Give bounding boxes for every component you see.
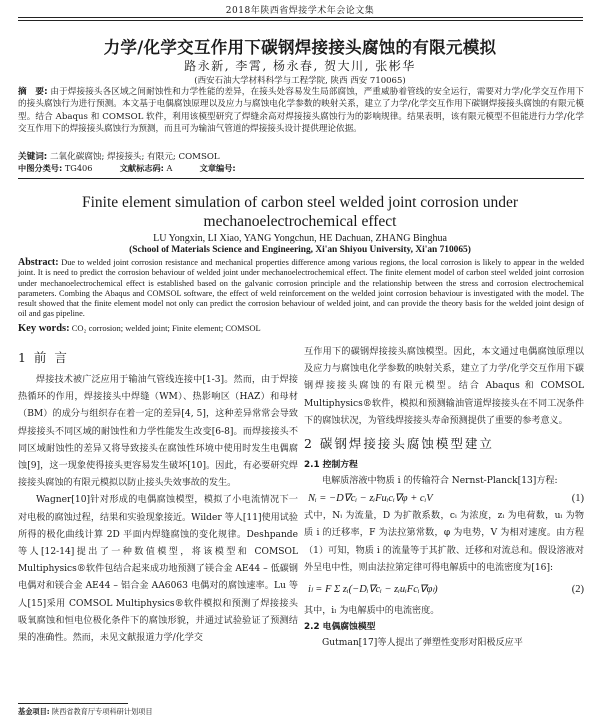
subsection-2-1-heading: 2.1 控制方程 (304, 460, 358, 471)
classification-line (18, 163, 584, 174)
english-title-line2: mechanoelectrochemical effect (203, 213, 397, 230)
english-title-line1: Finite element simulation of carbon steel welded joint corrosion under (81, 194, 519, 211)
section-1-paragraph-1: 焊接技术被广泛应用于输油气管线连接中[1-3]。然而，由于焊接热循环的作用，焊接接头中焊缝（WM）、热影响区（HAZ）和母材（BM）的成分与组织存在着一定的差异[4, 5]，这种差异常常会导致焊接接头不同区域的耐蚀性和力学性能发生改变[6-8]。而焊接接头不同区域耐蚀性的差异又将导致接头在腐蚀性环境中使用时发生电偶腐蚀[9]，这一现象使得接头更容易发生破坏[10]。因此，有必要研究焊接接头腐蚀的有限元模拟以防止接头失效事故的发生。 (18, 375, 298, 489)
chinese-affiliation: (西安石油大学材料科学与工程学院, 陕西 西安 710065) (194, 76, 406, 86)
doc-code-label: 文献标志码: (119, 163, 164, 173)
chinese-keywords-label: 关键词: (18, 152, 48, 162)
chinese-keywords (18, 150, 584, 162)
english-abstract-text: Due to welded joint corrosion resistance and mechanical properties difference among various regions, the local corrosion is likely to appear in the welded joint. It is need to predict the corrosion behaviour of welded joint under mechanoelectrochemical effect. The finite element model of carbon steel welded joint corrosion under mechanoelectrochemical effect is established based on the galvanic corrosion principle and the relationship between the stress and corrosion electrochemical parameters. Combing the Abaqus and COMSOL software, the effect of weld reinforcement on the welded joint corrosion behaviour is investigated with the model. The result showed that the finite element model not only can predict the corrosion behaviour of welded joint, and can provide the theory basis for the welded joint design of oil and gas pipeline. (18, 258, 584, 319)
subsection-2-1-paragraph-2: 式中，Nᵢ 为流量，D 为扩散系数，cᵢ 为浓度，zᵢ 为电荷数，uᵢ 为物质 i 的迁移率，F 为法拉第常数，φ 为电势，V 为相对速度。由方程（1）可知，物质 i 的流量等于其扩散、迁移和对流总和。假设溶液对外呈电中性，则由法拉第定律可得电解质中的电流密度为[16]: (304, 511, 584, 573)
english-keywords-label: Key words: (18, 323, 70, 334)
header-rule (18, 17, 583, 18)
article-no-label: 文章编号: (199, 163, 236, 173)
subsection-2-2-paragraph-1: Gutman[17]等人提出了弹塑性变形对阳极反应平 (322, 638, 523, 649)
subsection-2-1-paragraph-3: 其中，iₗ 为电解质中的电流密度。 (304, 606, 440, 617)
section-separator (18, 178, 584, 179)
header-rule-thin (18, 20, 583, 21)
english-keywords-text: CO₂ corrosion; welded joint; Finite element; COMSOL (71, 323, 261, 333)
footnote-text: 陕西省教育厅专项科研计划项目 (51, 707, 153, 716)
equation-2-body: iₗ = F Σ zᵢ(−Dᵢ∇cᵢ − zᵢuᵢFcᵢ∇φₗ) (308, 584, 438, 596)
class-code: TG406 (64, 163, 93, 173)
chinese-abstract-text: 由于焊接接头各区域之间耐蚀性和力学性能的差异，在接头处容易发生局部腐蚀，严重威胁着管线的安全运行，需要对力学/化学交互作用下的接头腐蚀行为进行预测。本文基于电偶腐蚀原理以及应力与腐蚀电化学参数的映射关系，建立了力学/化学交互作用下碳钢焊接接头腐蚀的有限元模型。结合 Abaqus 和 COMSOL 软件，利用该模型研究了焊缝余高对焊接接头腐蚀行为的影响规律。结果表明，该有限元模型不但能进行力学/化学交互作用下的焊接接头腐蚀行为预测，而且可为输油气管道的焊接接头设计提供理论依据。 (18, 87, 585, 135)
english-abstract-label: Abstract: (18, 257, 59, 268)
subsection-2-2-heading: 2.2 电偶腐蚀模型 (304, 622, 376, 633)
right-column (304, 344, 584, 652)
english-title (0, 193, 600, 231)
section-1-paragraph-2: Wagner[10]针对形成的电偶腐蚀模型，模拟了小电流情况下一对电极的腐蚀过程，结果和实验现象接近。Wilder 等人[11]使用试验所得的极化曲线计算 2D 平面内焊缝腐蚀的变化规律。Deshpande 等人[12-14]提出了一种数值模型，将该模型和 COMSOL Multiphysics®软件包结合起来成功地预测了镁合金 AE44 – 低碳钢电偶对和镁合金 AE44 – 铝合金 AA6063 电偶对的腐蚀速率。Lu 等人[15]采用 COMSOL Multiphysics®软件模拟和预测了焊接接头吸氧腐蚀和恒电位极化条件下的腐蚀形貌，并通过试验验证了预测结果的准确性。然而，未见文献报道力学/化学交 (18, 495, 298, 644)
english-keywords (18, 323, 584, 334)
subsection-2-1-paragraph-1: 电解质溶液中物质 i 的传输符合 Nernst-Planck[13]方程: (322, 476, 558, 487)
chinese-abstract (18, 86, 584, 136)
footnote-label: 基金项目: (18, 707, 50, 716)
chinese-abstract-label: 摘 要: (18, 87, 48, 97)
left-column (18, 344, 298, 647)
english-affiliation: (School of Materials Science and Engineering, Xi'an Shiyou University, Xi'an 710065) (129, 245, 471, 255)
equation-1-body: Nᵢ = −D∇cᵢ − zᵢFuᵢcᵢ∇φ + cᵢV (308, 493, 433, 505)
section-2-heading: 2 碳钢焊接接头腐蚀模型建立 (304, 436, 494, 452)
footnote-rule (18, 703, 128, 704)
doc-code: A (166, 163, 173, 173)
equation-2-number: (2) (571, 584, 584, 596)
section-1-continuation: 互作用下的碳钢焊接接头腐蚀模型。因此，本文通过电偶腐蚀原理以及应力与腐蚀电化学参数的映射关系，建立了力学/化学交互作用下碳钢焊接接头腐蚀的有限元模型。结合 Abaqus 和 COMSOL Multiphysics®软件，模拟和预测输油管道焊接接头在不同工况条件下的腐蚀状况，为管线焊接接头寿命预测提供了重要的参考意义。 (304, 347, 584, 426)
section-1-heading: 1 前 言 (18, 350, 69, 365)
equation-2 (304, 577, 584, 603)
chinese-keywords-text: 二氧化碳腐蚀; 焊接接头; 有限元; COMSOL (49, 152, 220, 162)
running-header: 2018年陕西省焊接学术年会论文集 (225, 6, 375, 16)
chinese-authors: 路永新, 李霄, 杨永春, 贺大川, 张彬华 (184, 59, 416, 73)
equation-1-number: (1) (571, 493, 584, 505)
chinese-title: 力学/化学交互作用下碳钢焊接接头腐蚀的有限元模拟 (103, 38, 497, 57)
equation-1 (304, 490, 584, 508)
footnote (18, 707, 153, 717)
english-authors: LU Yongxin, LI Xiao, YANG Yongchun, HE Dachuan, ZHANG Binghua (153, 233, 447, 244)
english-abstract (18, 258, 584, 320)
class-code-label: 中图分类号: (18, 163, 63, 173)
